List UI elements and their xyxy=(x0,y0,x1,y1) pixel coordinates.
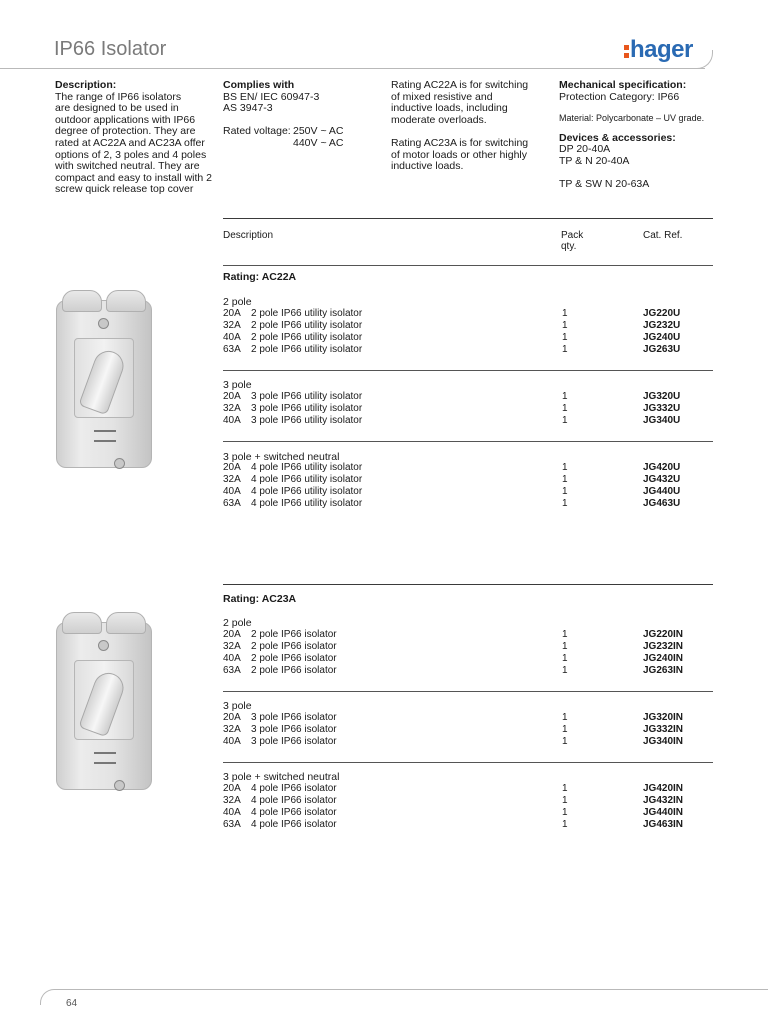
footer-divider xyxy=(54,989,768,990)
product-description: 4 pole IP66 isolator xyxy=(251,795,337,806)
ac22a-note-line: Rating AC22A is for switching xyxy=(391,79,529,91)
table-row xyxy=(223,462,713,474)
description-heading: Description: xyxy=(55,79,117,91)
cat-ref: JG220U xyxy=(643,308,681,319)
product-description: 2 pole IP66 utility isolator xyxy=(251,308,363,319)
table-row xyxy=(223,653,713,665)
table-row xyxy=(223,308,713,320)
amp-rating: 40A xyxy=(223,486,241,497)
cat-ref: JG432U xyxy=(643,474,681,485)
rated-voltage-label: Rated voltage: xyxy=(223,125,291,138)
description-line: outdoor applications with IP66 xyxy=(55,113,196,126)
pack-qty: 1 xyxy=(562,819,568,830)
table-top-rule xyxy=(223,218,713,219)
pack-qty: 1 xyxy=(562,641,568,652)
cat-ref: JG420IN xyxy=(643,783,684,794)
description-line: rated at AC22A and AC23A offer xyxy=(55,136,205,149)
amp-rating: 20A xyxy=(223,712,241,723)
ac22a-note-line: inductive loads, including xyxy=(391,102,508,115)
ac22a-note-line: of mixed resistive and xyxy=(391,90,493,103)
group-divider xyxy=(223,370,713,371)
product-description: 4 pole IP66 utility isolator xyxy=(251,498,363,509)
table-row xyxy=(223,736,713,748)
table-row xyxy=(223,332,713,344)
pack-qty: 1 xyxy=(562,344,568,355)
table-row xyxy=(223,498,713,510)
amp-rating: 40A xyxy=(223,807,241,818)
column-header-pack-qty xyxy=(561,231,583,252)
cat-ref: JG440U xyxy=(643,486,681,497)
column-header-cat-ref: Cat. Ref. xyxy=(643,230,683,241)
complies-heading: Complies with xyxy=(223,79,295,91)
table-row xyxy=(223,807,713,819)
table-row xyxy=(223,320,713,332)
rated-voltage-value: 440V ~ AC xyxy=(293,136,344,149)
group-title: 3 pole xyxy=(223,379,252,391)
product-description: 2 pole IP66 isolator xyxy=(251,665,337,676)
intro-description xyxy=(55,80,213,196)
device-item: DP 20-40A xyxy=(559,143,611,156)
product-description: 3 pole IP66 isolator xyxy=(251,712,337,723)
standard-item: BS EN/ IEC 60947-3 xyxy=(223,90,320,103)
cat-ref: JG340IN xyxy=(643,736,684,747)
header-divider xyxy=(0,68,705,69)
product-description: 2 pole IP66 isolator xyxy=(251,653,337,664)
table-row xyxy=(223,795,713,807)
pack-qty: 1 xyxy=(562,403,568,414)
pack-label: Pack xyxy=(561,230,584,241)
ac23a-note-line: inductive loads. xyxy=(391,160,464,173)
devices-heading: Devices & accessories: xyxy=(559,131,676,144)
amp-rating: 63A xyxy=(223,498,241,509)
product-description: 3 pole IP66 utility isolator xyxy=(251,403,363,414)
product-description: 4 pole IP66 utility isolator xyxy=(251,474,363,485)
cat-ref: JG340U xyxy=(643,415,681,426)
device-item: TP & SW N 20-63A xyxy=(559,178,650,191)
cat-ref: JG263U xyxy=(643,344,681,355)
group-divider xyxy=(223,691,713,692)
amp-rating: 32A xyxy=(223,403,241,414)
product-description: 3 pole IP66 isolator xyxy=(251,736,337,747)
cat-ref: JG332U xyxy=(643,403,681,414)
pack-qty: 1 xyxy=(562,474,568,485)
protection-category: Protection Category: IP66 xyxy=(559,90,680,103)
standard-item: AS 3947-3 xyxy=(223,102,273,115)
product-description: 2 pole IP66 utility isolator xyxy=(251,320,363,331)
logo-wordmark: hager xyxy=(630,36,693,63)
group-title: 2 pole xyxy=(223,296,252,308)
amp-rating: 20A xyxy=(223,462,241,473)
amp-rating: 40A xyxy=(223,415,241,426)
pack-qty: 1 xyxy=(562,783,568,794)
group-title: 3 pole + switched neutral xyxy=(223,771,340,783)
pack-qty: 1 xyxy=(562,486,568,497)
pack-qty: 1 xyxy=(562,462,568,473)
amp-rating: 20A xyxy=(223,783,241,794)
table-row xyxy=(223,391,713,403)
amp-rating: 20A xyxy=(223,308,241,319)
intro-mechanical xyxy=(559,80,719,191)
cat-ref: JG440IN xyxy=(643,807,684,818)
amp-rating: 40A xyxy=(223,736,241,747)
cat-ref: JG232IN xyxy=(643,641,684,652)
isolator-product-image xyxy=(54,290,154,470)
group-divider xyxy=(223,441,713,442)
product-description: 2 pole IP66 isolator xyxy=(251,641,337,652)
pack-qty: 1 xyxy=(562,712,568,723)
description-line: degree of protection. They are xyxy=(55,125,196,138)
page-title: IP66 Isolator xyxy=(54,38,167,60)
footer-divider-curve xyxy=(40,989,55,1005)
product-description: 4 pole IP66 isolator xyxy=(251,807,337,818)
table-row xyxy=(223,403,713,415)
cat-ref: JG240IN xyxy=(643,653,684,664)
intro-compliance xyxy=(223,80,383,150)
column-header-description: Description xyxy=(223,230,274,241)
amp-rating: 63A xyxy=(223,819,241,830)
cat-ref: JG220IN xyxy=(643,629,684,640)
description-line: are designed to be used in xyxy=(55,102,179,115)
table-row xyxy=(223,819,713,831)
amp-rating: 20A xyxy=(223,391,241,402)
product-description: 4 pole IP66 isolator xyxy=(251,819,337,830)
group-divider xyxy=(223,762,713,763)
rated-voltage-value: 250V ~ AC xyxy=(293,125,344,138)
description-line: with switched neutral. They are xyxy=(55,160,200,173)
pack-qty: 1 xyxy=(562,653,568,664)
amp-rating: 32A xyxy=(223,641,241,652)
table-row xyxy=(223,474,713,486)
table-row xyxy=(223,629,713,641)
pack-qty: 1 xyxy=(562,391,568,402)
rated-voltage-row xyxy=(223,138,383,150)
logo-colon-icon xyxy=(624,45,629,59)
pack-qty: 1 xyxy=(562,415,568,426)
pack-qty: 1 xyxy=(562,724,568,735)
group-title: 3 pole xyxy=(223,700,252,712)
cat-ref: JG240U xyxy=(643,332,681,343)
amp-rating: 40A xyxy=(223,332,241,343)
amp-rating: 32A xyxy=(223,320,241,331)
ac23a-note-line: Rating AC23A is for switching xyxy=(391,136,529,149)
pack-qty: 1 xyxy=(562,795,568,806)
cat-ref: JG263IN xyxy=(643,665,684,676)
description-line: screw quick release top cover xyxy=(55,183,194,196)
ac23a-note-line: of motor loads or other highly xyxy=(391,148,527,161)
mechanical-heading: Mechanical specification: xyxy=(559,79,687,91)
intro-ratings xyxy=(391,80,551,173)
header-divider-curve xyxy=(693,50,713,69)
cat-ref: JG463U xyxy=(643,498,681,509)
table-row xyxy=(223,486,713,498)
cat-ref: JG320U xyxy=(643,391,681,402)
product-description: 4 pole IP66 utility isolator xyxy=(251,486,363,497)
table-row xyxy=(223,783,713,795)
section-rating-title: Rating: AC22A xyxy=(223,271,297,283)
amp-rating: 63A xyxy=(223,344,241,355)
amp-rating: 32A xyxy=(223,795,241,806)
pack-qty: 1 xyxy=(562,807,568,818)
product-description: 2 pole IP66 isolator xyxy=(251,629,337,640)
group-title: 2 pole xyxy=(223,617,252,629)
pack-qty: 1 xyxy=(562,498,568,509)
cat-ref: JG420U xyxy=(643,462,681,473)
table-row xyxy=(223,641,713,653)
product-description: 2 pole IP66 utility isolator xyxy=(251,332,363,343)
table-row xyxy=(223,712,713,724)
table-header-rule xyxy=(223,265,713,266)
amp-rating: 40A xyxy=(223,653,241,664)
device-item: TP & N 20-40A xyxy=(559,154,630,167)
description-line: options of 2, 3 poles and 4 poles xyxy=(55,148,207,161)
page-number: 64 xyxy=(66,998,78,1009)
amp-rating: 32A xyxy=(223,474,241,485)
amp-rating: 20A xyxy=(223,629,241,640)
description-line: The range of IP66 isolators xyxy=(55,90,182,103)
pack-qty: 1 xyxy=(562,308,568,319)
group-title: 3 pole + switched neutral xyxy=(223,451,340,463)
pack-qty: 1 xyxy=(562,736,568,747)
table-row xyxy=(223,415,713,427)
product-description: 2 pole IP66 utility isolator xyxy=(251,344,363,355)
product-description: 3 pole IP66 utility isolator xyxy=(251,391,363,402)
product-description: 4 pole IP66 isolator xyxy=(251,783,337,794)
cat-ref: JG320IN xyxy=(643,712,684,723)
product-description: 3 pole IP66 utility isolator xyxy=(251,415,363,426)
pack-qty: 1 xyxy=(562,665,568,676)
pack-qty: 1 xyxy=(562,332,568,343)
table-row xyxy=(223,724,713,736)
cat-ref: JG463IN xyxy=(643,819,684,830)
qty-label: qty. xyxy=(561,240,577,252)
amp-rating: 32A xyxy=(223,724,241,735)
ac22a-note-line: moderate overloads. xyxy=(391,113,487,126)
section-rating-title: Rating: AC23A xyxy=(223,593,297,605)
isolator-product-image xyxy=(54,612,154,792)
material-spec: Material: Polycarbonate – UV grade. xyxy=(559,113,705,124)
pack-qty: 1 xyxy=(562,629,568,640)
table-row xyxy=(223,344,713,356)
pack-qty: 1 xyxy=(562,320,568,331)
amp-rating: 63A xyxy=(223,665,241,676)
cat-ref: JG232U xyxy=(643,320,681,331)
cat-ref: JG332IN xyxy=(643,724,684,735)
section-divider xyxy=(223,584,713,585)
cat-ref: JG432IN xyxy=(643,795,684,806)
product-description: 3 pole IP66 isolator xyxy=(251,724,337,735)
product-description: 4 pole IP66 utility isolator xyxy=(251,462,363,473)
table-row xyxy=(223,665,713,677)
description-line: compact and easy to install with 2 xyxy=(55,171,212,184)
